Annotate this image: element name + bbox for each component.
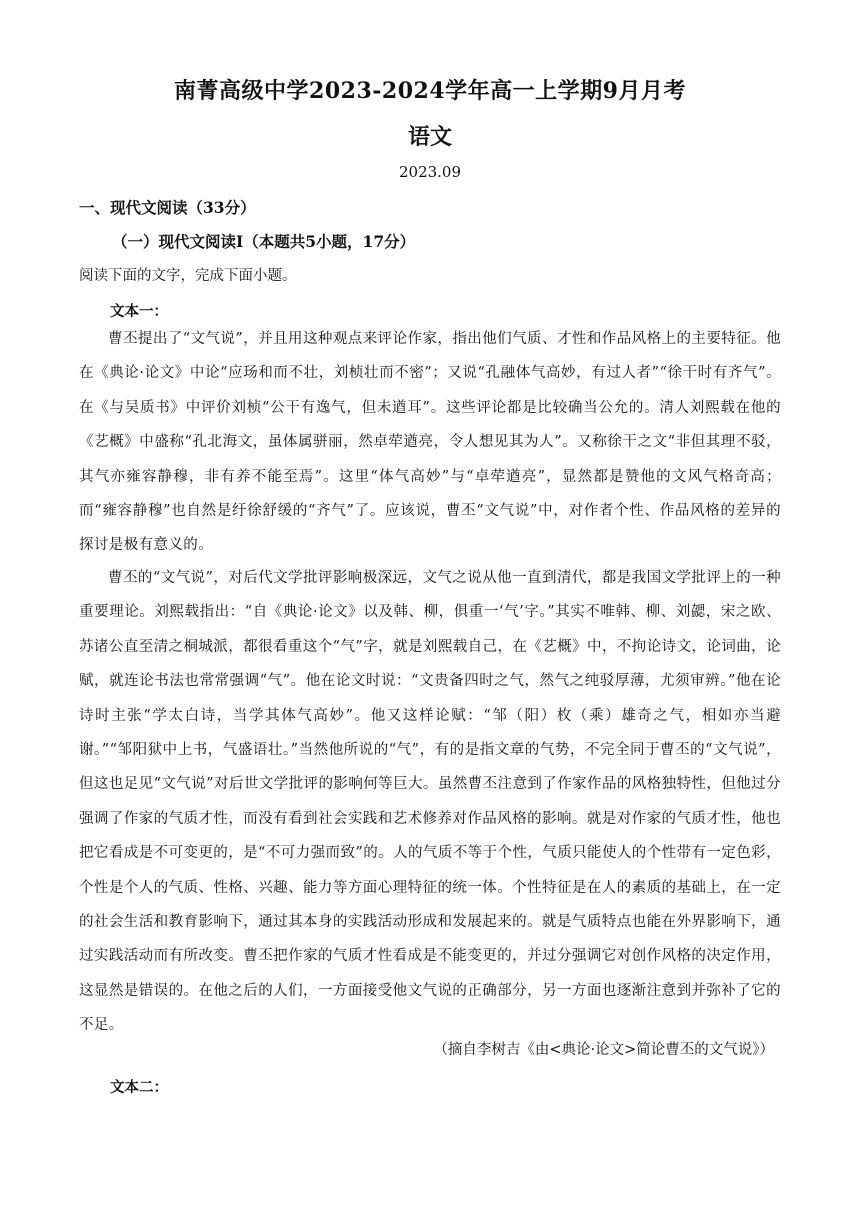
subject-title: 语文 xyxy=(407,124,452,150)
text-one-label: 文本一： xyxy=(110,303,168,320)
text-one-paragraph-1: 曹丕提出了“文气说”，并且用这种观点来评论作家，指出他们气质、才性和作品风格上的主要特征。他在《典论·论文》中论“应玚和而不壮，刘桢壮而不密”；又说“孔融体气高妙，有过人者”“徐干时有齐气”。在《与吴质书》中评价刘桢“公干有逸气，但未遒耳”。这些评论都是比较确当公允的。清人刘熙载在他的《艺概》中盛称“孔北海文，虽体属骈丽，然卓荦遒亮，令人想见其为人”。又称徐干之文“非但其理不驳，其气亦雍容静穆，非有养不能至焉”。这里“体气高妙”与“卓荦遒亮”，显然都是赞他的文风气格奇高；而“雍容静穆”也自然是纡徐舒缓的“齐气”了。应该说，曹丕“文气说”中，对作者个性、作品风格的差异的探讨是极有意义的。 xyxy=(79,331,781,554)
section-heading: 一、现代文阅读（33分） xyxy=(79,198,256,217)
text-two-label: 文本二： xyxy=(110,1079,168,1096)
exam-title: 南菁高级中学2023-2024学年高一上学期9月月考 xyxy=(174,78,686,104)
text-one-source: （摘自李树吉《由<典论·论文>简论曹丕的文气说》） xyxy=(433,1042,774,1058)
subsection-heading: （一）现代文阅读Ⅰ（本题共5小题，17分） xyxy=(112,232,416,251)
reading-instruction: 阅读下面的文字，完成下面小题。 xyxy=(79,268,297,284)
text-one-paragraph-2: 曹丕的“文气说”，对后代文学批评影响极深远，文气之说从他一直到清代，都是我国文学批评上的一种重要理论。刘熙载指出：“自《典论·论文》以及韩、柳，俱重一‘气’字。”其实不唯韩、柳、刘勰，宋之欧、苏诸公直至清之桐城派，都很看重这个“气”字，就是刘熙载自己，在《艺概》中，不拘论诗文，论词曲，论赋，就连论书法也常常强调“气”。他在论文时说：“文贵备四时之气，然气之纯驳厚薄，尤须审辨。”他在论诗时主张“学太白诗，当学其体气高妙”。他又这样论赋：“邹（阳）枚（乘）雄奇之气，相如亦当避谢。”“邹阳狱中上书，气盛语壮。”当然他所说的“气”，有的是指文章的气势，不完全同于曹丕的“文气说”，但这也足见“文气说”对后世文学批评的影响何等巨大。虽然曹丕注意到了作家作品的风格独特性，但他过分强调了作家的气质才性，而没有看到社会实践和艺术修养对作品风格的影响。就是对作家的气质才性，他也把它看成是不可变更的，是“不可力强而致”的。人的气质不等于个性，气质只能使人的个性带有一定色彩，个性是个人的气质、性格、兴趣、能力等方面心理特征的统一体。个性特征是在人的素质的基础上，在一定的社会生活和教育影响下，通过其本身的实践活动形成和发展起来的。就是气质特点也能在外界影响下，通过实践活动而有所改变。曹丕把作家的气质才性看成是不能变更的，并过分强调它对创作风格的决定作用，这显然是错误的。在他之后的人们，一方面接受他文气说的正确部分，另一方面也逐渐注意到并弥补了它的不足。 xyxy=(79,570,781,1034)
exam-date: 2023.09 xyxy=(398,163,462,181)
